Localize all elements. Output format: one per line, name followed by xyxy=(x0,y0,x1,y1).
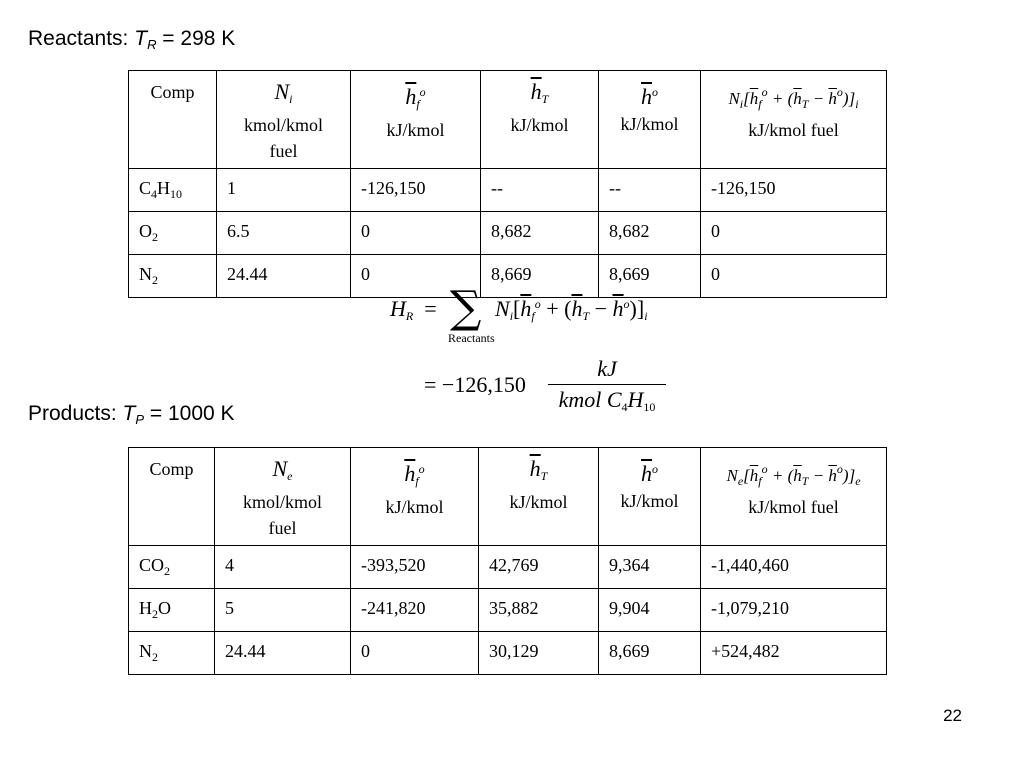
table-row xyxy=(129,632,887,675)
col-moles-header: $N_i$ kmol/kmol fuel xyxy=(217,71,351,169)
hr-result-value: = −126,150 xyxy=(424,372,526,397)
page-number: 22 xyxy=(943,706,962,725)
ho-cell: -- xyxy=(599,169,701,212)
sum-cell: 0 xyxy=(701,212,887,255)
units-denominator: kmol $C_4H_{10}$ xyxy=(558,387,656,414)
ho-cell: 8,669 xyxy=(599,632,701,675)
ho-cell: 9,364 xyxy=(599,546,701,589)
sigma-symbol: ∑ xyxy=(450,282,482,333)
table-row xyxy=(129,169,887,212)
table-row xyxy=(129,212,887,255)
ht-cell: 8,682 xyxy=(481,212,599,255)
sum-cell: -126,150 xyxy=(701,169,887,212)
sum-cell: 0 xyxy=(701,255,887,298)
sum-cell: -1,440,460 xyxy=(701,546,887,589)
reactants-table xyxy=(128,70,887,298)
hf-cell: -241,820 xyxy=(351,589,479,632)
hf-cell: -393,520 xyxy=(351,546,479,589)
ht-cell: -- xyxy=(481,169,599,212)
comp-cell: $H_2O$ xyxy=(129,589,215,632)
col-ho-header: $\overline{h}^o$ kJ/kmol xyxy=(599,71,701,169)
ht-cell: 30,129 xyxy=(479,632,599,675)
col-sum-header: $N_e[\overline{h}_f^o + (\overline{h}_T - \overline{h}^o)]_e$ kJ/kmol fuel xyxy=(701,448,887,546)
comp-cell: $CO_2$ xyxy=(129,546,215,589)
col-moles-header: $N_e$ kmol/kmol fuel xyxy=(215,448,351,546)
ho-cell: 8,669 xyxy=(599,255,701,298)
units-numerator: kJ xyxy=(548,356,666,385)
col-sum-header: $N_i[\overline{h}_f^o + (\overline{h}_T - \overline{h}^o)]_i$ kJ/kmol fuel xyxy=(701,71,887,169)
col-ht-header: $\overline{h}_T$ kJ/kmol xyxy=(479,448,599,546)
table-row xyxy=(129,589,887,632)
moles-cell: 4 xyxy=(215,546,351,589)
ho-cell: 8,682 xyxy=(599,212,701,255)
col-comp-header: Comp xyxy=(129,448,215,546)
ht-cell: 8,669 xyxy=(481,255,599,298)
sum-cell: +524,482 xyxy=(701,632,887,675)
col-comp-header: Comp xyxy=(129,71,217,169)
moles-cell: 24.44 xyxy=(215,632,351,675)
moles-cell: 5 xyxy=(215,589,351,632)
sigma-subscript: Reactants xyxy=(448,331,495,345)
comp-cell: $O_2$ xyxy=(129,212,217,255)
ht-cell: 42,769 xyxy=(479,546,599,589)
hf-cell: 0 xyxy=(351,255,481,298)
hr-summation-terms: $N_i[\overline{h}_f^o + (\overline{h}_T - \overline{h}^o)]_i$ xyxy=(495,296,648,323)
comp-cell: $N_2$ xyxy=(129,632,215,675)
moles-cell: 6.5 xyxy=(217,212,351,255)
ho-cell: 9,904 xyxy=(599,589,701,632)
col-ho-header: $\overline{h}^o$ kJ/kmol xyxy=(599,448,701,546)
sum-cell: -1,079,210 xyxy=(701,589,887,632)
table-header-row xyxy=(129,71,887,169)
ht-cell: 35,882 xyxy=(479,589,599,632)
table-row xyxy=(129,255,887,298)
col-hf-header: $\overline{h}_f^o$ kJ/kmol xyxy=(351,71,481,169)
moles-cell: 1 xyxy=(217,169,351,212)
hr-result-units xyxy=(548,356,666,415)
col-hf-header: $\overline{h}_f^o$ kJ/kmol xyxy=(351,448,479,546)
hr-lhs: $H_R$ = xyxy=(390,296,437,323)
table-header-row xyxy=(129,448,887,546)
table-row xyxy=(129,546,887,589)
comp-cell: $C_4H_{10}$ xyxy=(129,169,217,212)
col-ht-header: $\overline{h}_T$ kJ/kmol xyxy=(481,71,599,169)
products-heading: Products: $T_P = 1000$ K xyxy=(28,402,235,427)
moles-cell: 24.44 xyxy=(217,255,351,298)
hf-cell: 0 xyxy=(351,632,479,675)
products-table xyxy=(128,447,887,675)
hf-cell: 0 xyxy=(351,212,481,255)
comp-cell: $N_2$ xyxy=(129,255,217,298)
reactants-heading: Reactants: $T_R = 298$ K xyxy=(28,27,236,52)
hf-cell: -126,150 xyxy=(351,169,481,212)
